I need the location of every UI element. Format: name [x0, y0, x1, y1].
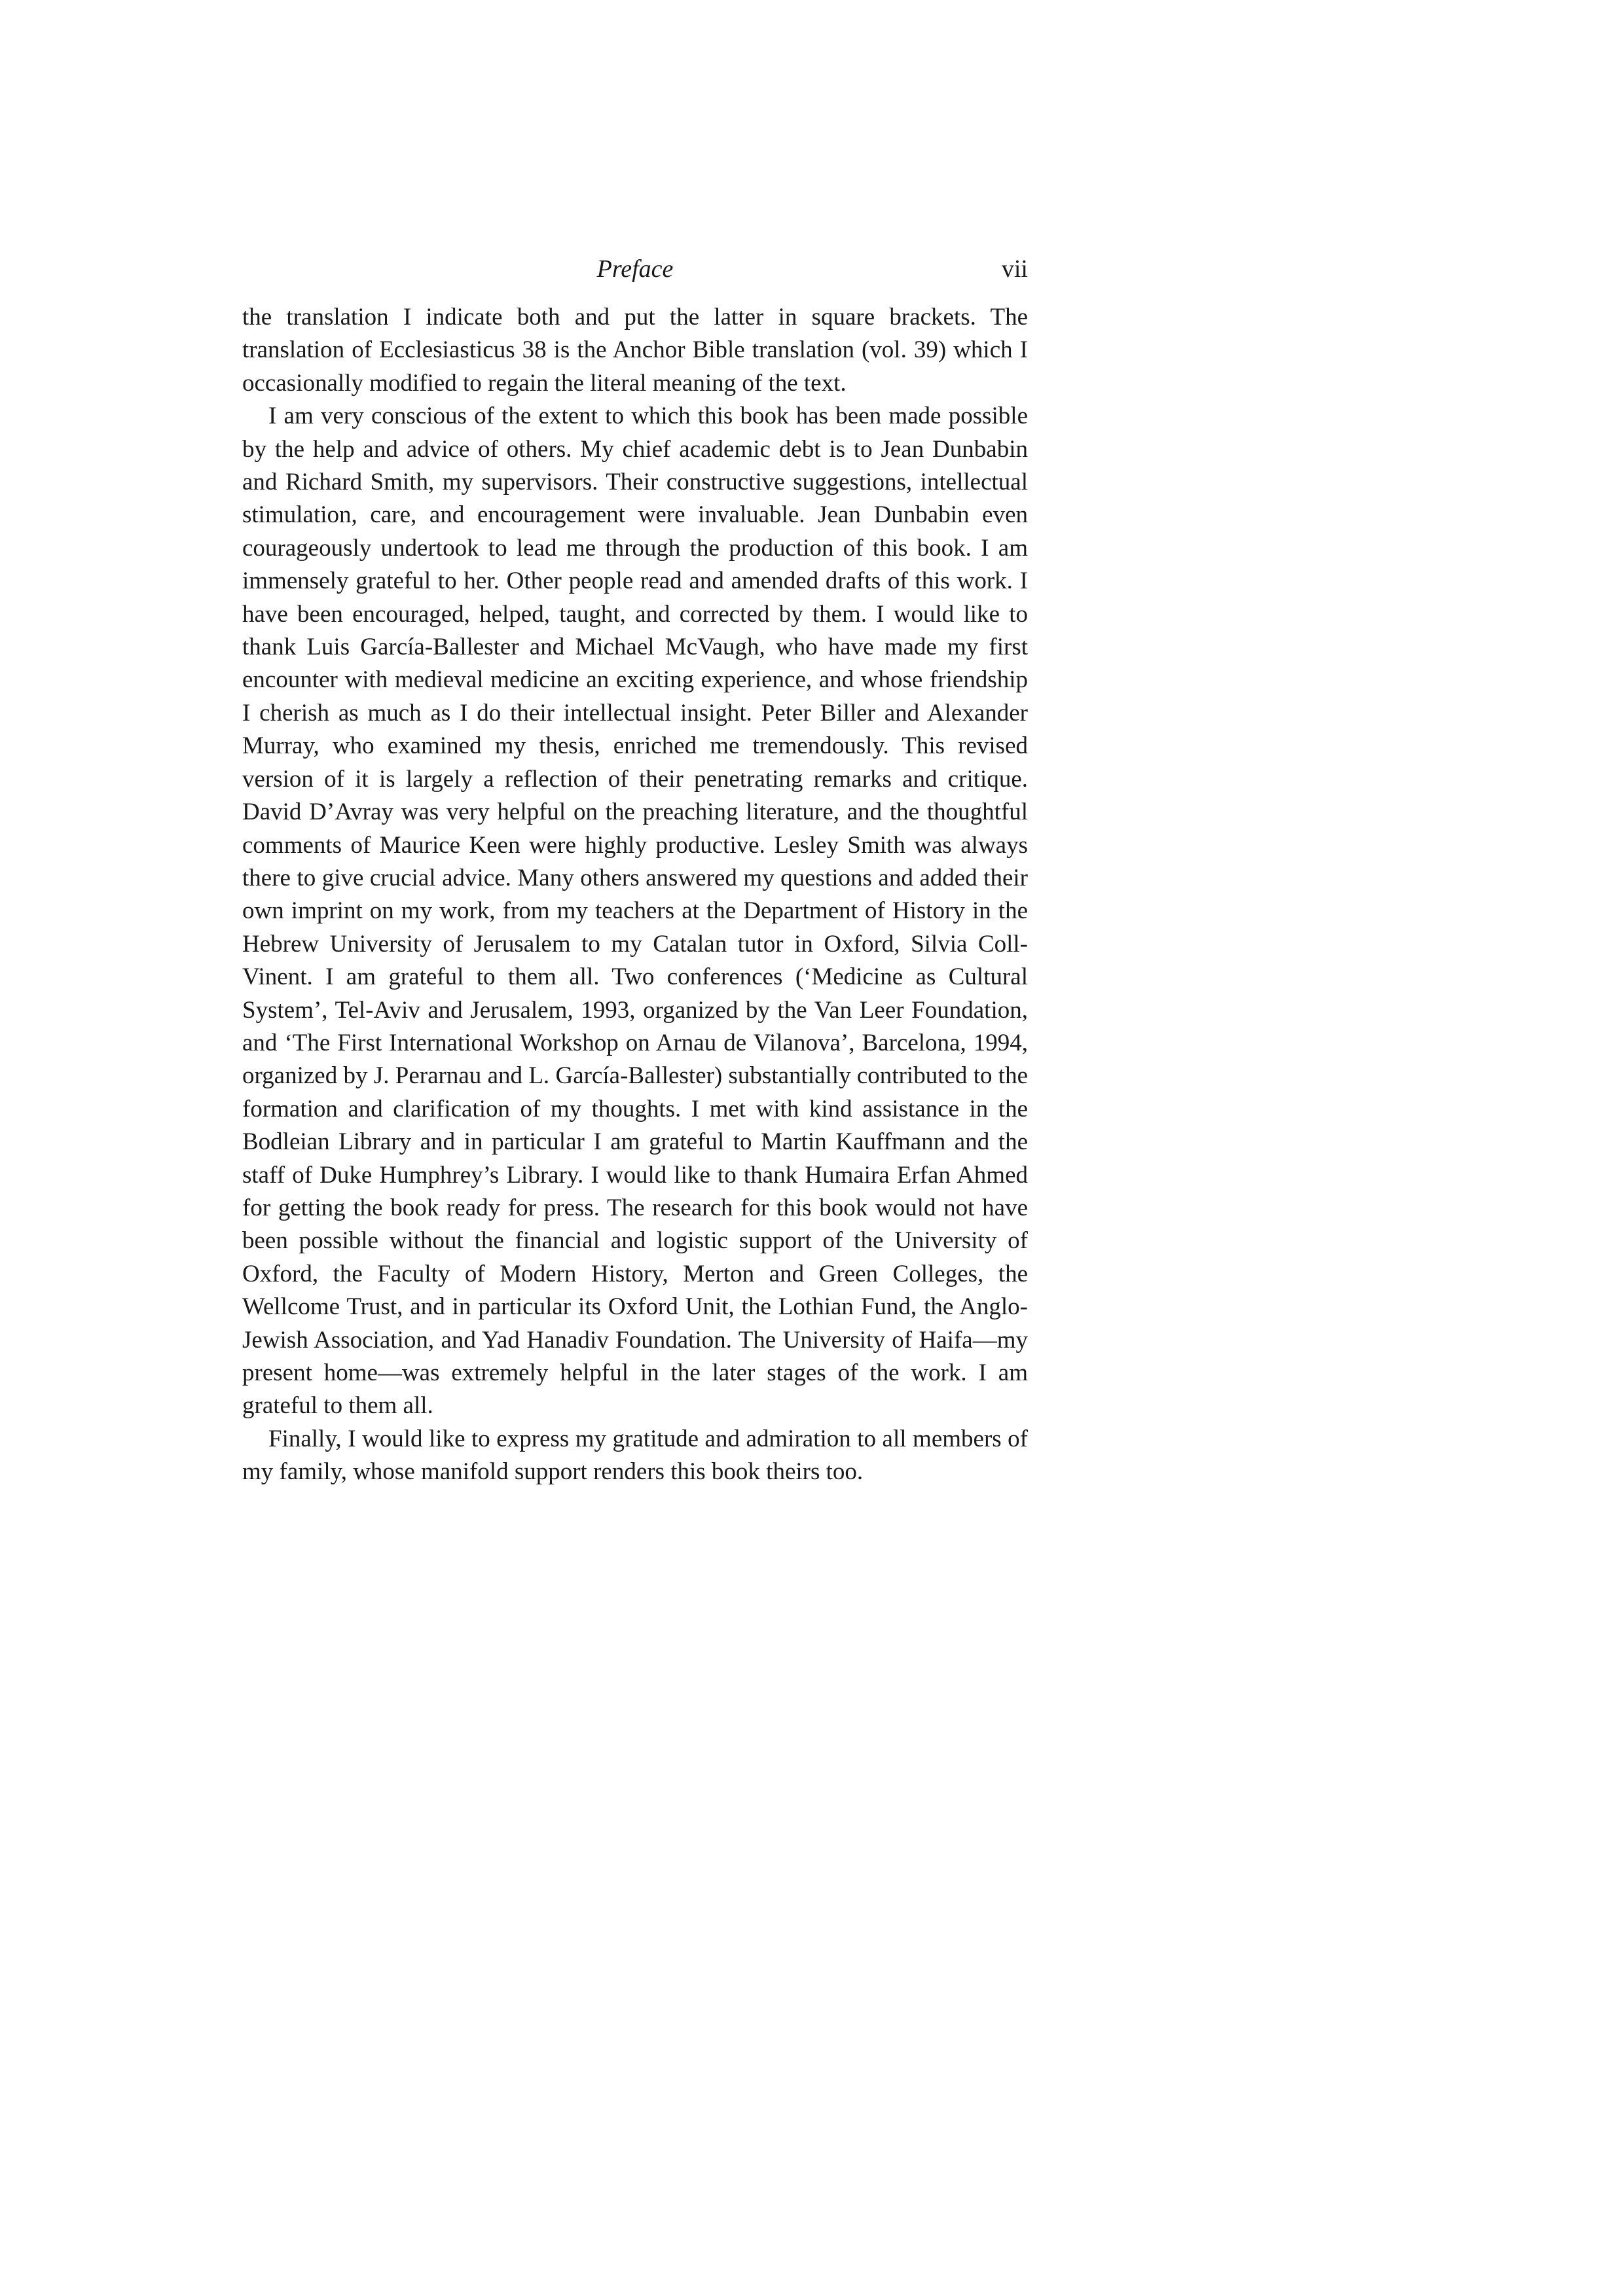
page-number: vii	[1001, 255, 1028, 283]
page-header	[242, 252, 1028, 291]
paragraph-family: Finally, I would like to express my gratitude and admiration to all members of my family, whose manifold support renders this book theirs too.	[242, 1425, 1028, 1486]
running-title: Preface	[596, 255, 674, 283]
paragraph-acknowledgements: I am very conscious of the extent to which this book has been made possible by the help and advice of others. My chief academic debt is to Jean Dunbabin and Richard Smith, my supervisors. Their constructive suggestions, intellectual stimulation, care, and encouragement were invaluable. Jean Dunbabin even courageously undertook to lead me through the production of this book. I am immensely grateful to her. Other people read and amended drafts of this work. I have been encouraged, helped, taught, and corrected by them. I would like to thank Luis García-Ballester and Michael McVaugh, who have made my first encounter with medieval medicine an exciting experience, and whose friendship I cherish as much as I do their intellectual insight. Peter Biller and Alexander Murray, who examined my thesis, enriched me tremendously. This revised version of it is largely a reflection of their penetrating remarks and critique. David D’Avray was very helpful on the preaching literature, and the thoughtful comments of Maurice Keen were highly productive. Lesley Smith was always there to give crucial advice. Many others answered my questions and added their own imprint on my work, from my teachers at the Department of History in the Hebrew University of Jerusalem to my Catalan tutor in Oxford, Silvia Coll-Vinent. I am grateful to them all. Two conferences (‘Medicine as Cultural System’, Tel-Aviv and Jerusalem, 1993, organized by the Van Leer Foundation, and ‘The First International Workshop on Arnau de Vilanova’, Barcelona, 1994, organized by J. Perarnau and L. García-Ballester) substantially contributed to the formation and clarification of my thoughts. I met with kind assistance in the Bodleian Library and in particular I am grateful to Martin Kauffmann and the staff of Duke Humphrey’s Library. I would like to thank Humaira Erfan Ahmed for getting the book ready for press. The research for this book would not have been possible without the financial and logistic support of the University of Oxford, the Faculty of Modern History, Merton and Green Colleges, the Wellcome Trust, and in particular its Oxford Unit, the Lothian Fund, the Anglo-Jewish Association, and Yad Hanadiv Foundation. The University of Haifa—my present home—was extremely helpful in the later stages of the work. I am grateful to them all.	[242, 403, 1028, 1420]
paragraph-continuation: the translation I indicate both and put the latter in square brackets. The translation of Ecclesiasticus 38 is the Anchor Bible translation (vol. 39) which I occasionally modified to regain the literal meaning of the text.	[242, 304, 1028, 397]
body-text	[242, 301, 1028, 1489]
